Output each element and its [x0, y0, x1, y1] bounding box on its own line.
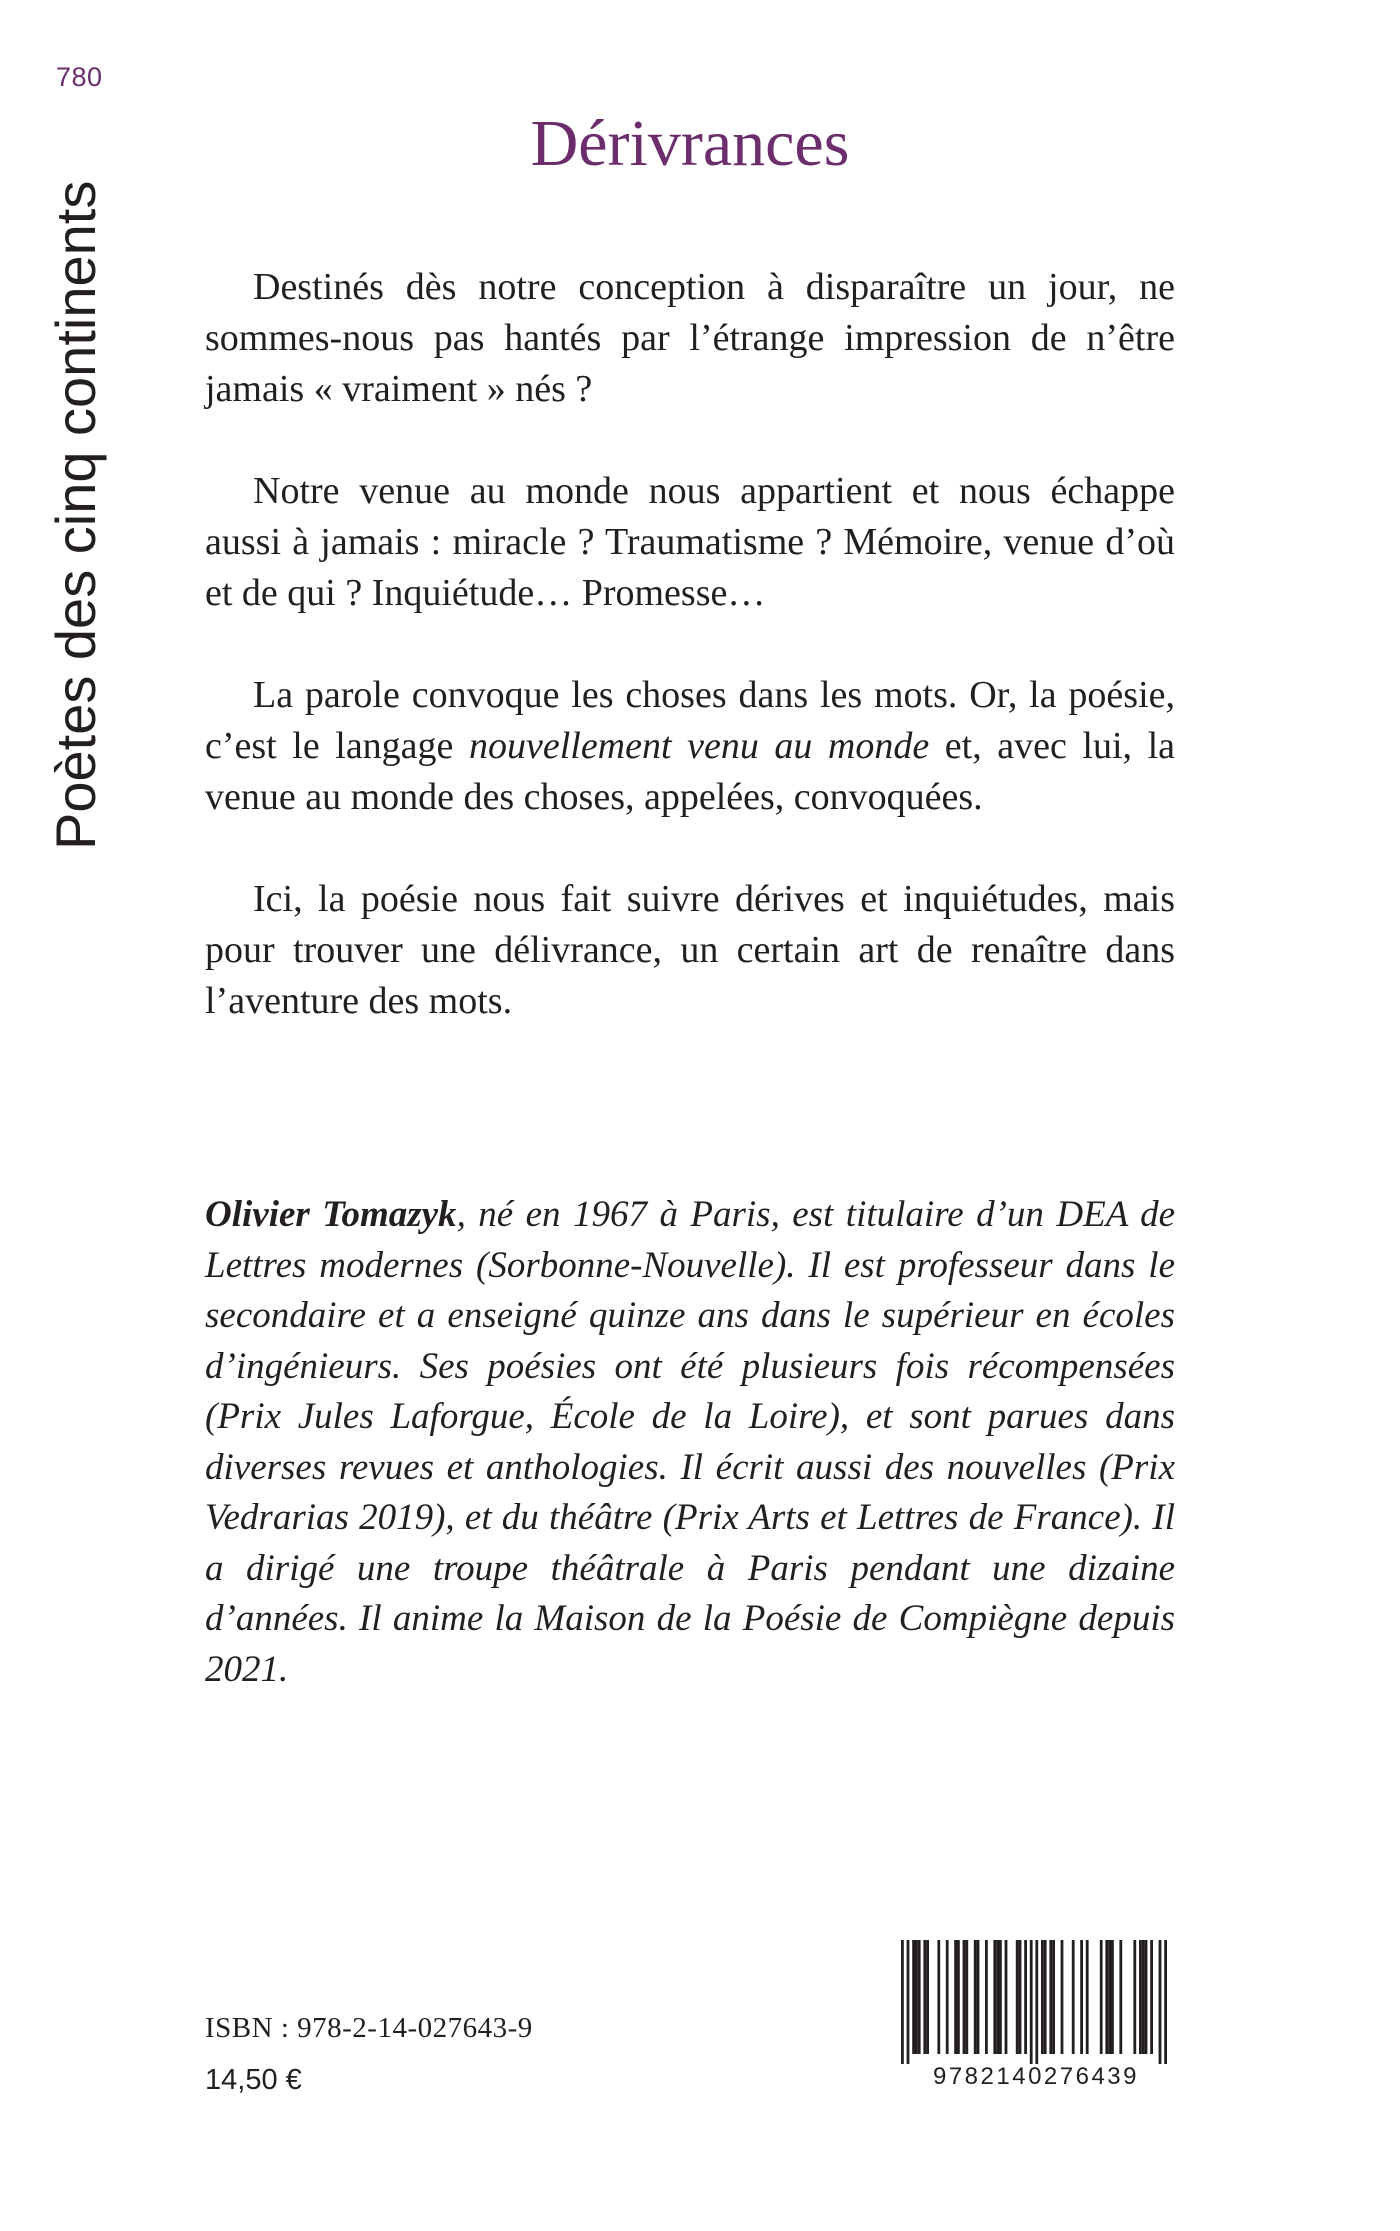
- blurb-paragraph-2: Notre venue au monde nous appartient et nous échappe aussi à jamais : miracle ? Traumatisme ? Mémoire, venue d’où et de qui ? Inquiétude… Promesse…: [205, 470, 1175, 614]
- barcode-bar: [1080, 1940, 1083, 2054]
- barcode-bar: [985, 1940, 988, 2054]
- collection-number: 780: [56, 62, 103, 92]
- barcode-bar: [1133, 1940, 1136, 2054]
- barcode-bar: [918, 1940, 921, 2054]
- blurb-p3-start: La parole convoque les choses dans les mots. Or, la poésie, c’est le langage: [205, 674, 1175, 767]
- blurb-paragraph-1: Destinés dès notre conception à disparaître un jour, ne sommes-nous pas hantés par l’étrange impression de n’être jamais « vraiment » nés ?: [205, 266, 1175, 410]
- barcode-bar: [1061, 1940, 1064, 2054]
- barcode-bar: [1041, 1940, 1044, 2054]
- barcode-digits: 9782140276439: [932, 2063, 1140, 2090]
- barcode-bar: [957, 1940, 960, 2054]
- barcode-bar: [996, 1940, 999, 2054]
- barcode-bar: [915, 1940, 918, 2054]
- barcode-bar: [977, 1940, 980, 2054]
- barcode-bar: [1072, 1940, 1075, 2054]
- blurb-p3-italic: nouvellement venu au monde: [468, 725, 930, 767]
- barcode-bar: [926, 1940, 929, 2054]
- barcode-bar: [1052, 1940, 1055, 2054]
- barcode-bar: [1016, 1940, 1019, 2054]
- barcode-bar: [1030, 1940, 1033, 2064]
- barcode-bar: [963, 1940, 966, 2054]
- blurb: [205, 262, 1175, 1078]
- barcode-bar: [901, 1940, 904, 2064]
- series-title-wrapper: [40, 140, 112, 850]
- blurb-paragraph-4: Ici, la poésie nous fait suivre dérives et inquiétudes, mais pour trouver une délivrance, un certain art de renaître dans l’aventure des mots.: [205, 878, 1175, 1022]
- blurb-p3-end: et, avec lui, la venue au monde des choses, appelées, convoquées.: [205, 725, 1176, 818]
- barcode-bar: [907, 1940, 910, 2064]
- barcode-bar: [1142, 1940, 1145, 2054]
- barcode-bar: [1119, 1940, 1122, 2054]
- barcode-bar: [946, 1940, 949, 2054]
- barcode-bar: [937, 1940, 940, 2054]
- barcode-bar: [912, 1940, 915, 2054]
- isbn: ISBN : 978-2-14-027643-9: [205, 2012, 533, 2044]
- price: 14,50 €: [205, 2064, 302, 2096]
- barcode-bar: [1005, 1940, 1008, 2054]
- author-name: Olivier Tomazyk: [205, 1194, 457, 1235]
- author-bio-text: , né en 1967 à Paris, est titulaire d’un DEA de Lettres modernes (Sorbonne-Nouvelle). Il est professeur dans le secondaire et a enseigné quinze ans dans le supérieur en écoles d’ingénieurs. Ses poésies ont été plusieurs fois récompensées (Prix Jules Laforgue, École de la Loire), et sont parues dans diverses revues et anthologies. Il écrit aussi des nouvelles (Prix Vedrarias 2019), et du théâtre (Prix Arts et Lettres de France). Il a dirigé une troupe théâtrale à Paris pendant une dizaine d’années. Il anime la Maison de la Poésie de Compiègne depuis 2021.: [205, 1194, 1175, 1690]
- barcode-bar: [1100, 1940, 1103, 2054]
- barcode-bar: [1111, 1940, 1114, 2054]
- barcode-bar: [954, 1940, 957, 2054]
- barcode-bar: [923, 1940, 926, 2054]
- barcode-bar: [1019, 1940, 1022, 2054]
- barcode-bar: [993, 1940, 996, 2054]
- barcode-bar: [965, 1940, 968, 2054]
- blurb-paragraph-3: [205, 670, 1175, 823]
- barcode-bar: [1105, 1940, 1108, 2054]
- barcode: [893, 1940, 1179, 2090]
- barcode-bar: [1035, 1940, 1038, 2064]
- barcode-bar: [1108, 1940, 1111, 2054]
- author-bio: [205, 1190, 1175, 1695]
- barcode-bar: [999, 1940, 1002, 2054]
- barcode-bar: [1044, 1940, 1047, 2054]
- barcode-bar: [1145, 1940, 1148, 2054]
- barcode-bar: [974, 1940, 977, 2054]
- barcode-bar: [1139, 1940, 1142, 2054]
- series-title: Poètes des cinq continents: [44, 180, 107, 850]
- barcode-bar: [1086, 1940, 1089, 2054]
- barcode-bar: [1159, 1940, 1162, 2064]
- book-title: Dérivrances: [530, 107, 850, 180]
- barcode-bar: [1024, 1940, 1027, 2054]
- barcode-bar: [1164, 1940, 1167, 2064]
- barcode-bar: [1150, 1940, 1153, 2054]
- barcode-bar: [1049, 1940, 1052, 2054]
